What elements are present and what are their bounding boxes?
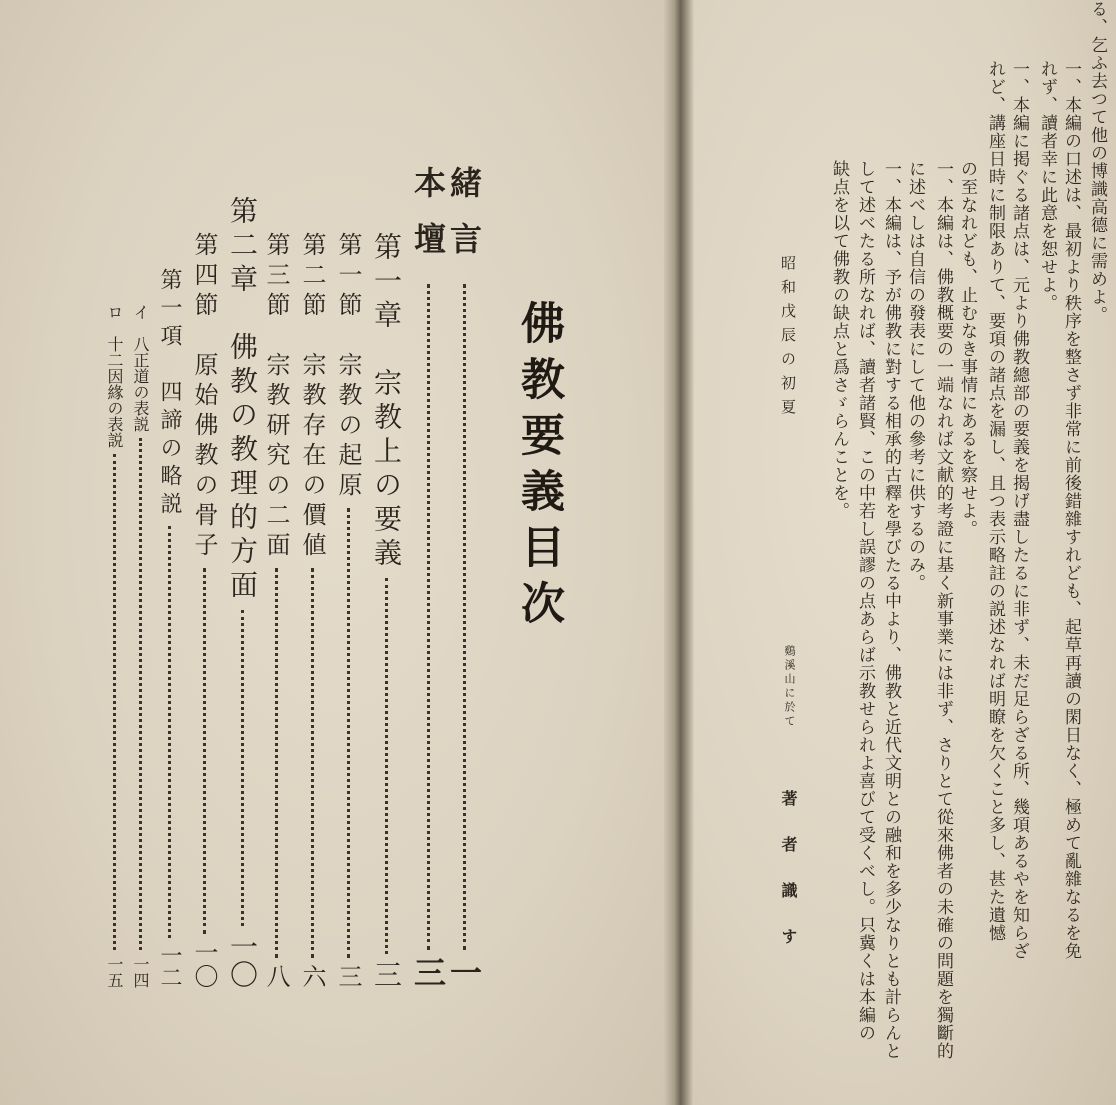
preface-line: 一、本編に掲ぐる諸点は、元より佛教總部の要義を揭げ盡したるに非ず、未だ足らざる所、幾項あるやを知らざ: [1009, 60, 1029, 960]
leader-dots: [113, 454, 116, 950]
toc-row-chapter-2: [226, 196, 259, 988]
toc-label: ロ 十二因緣の表説: [105, 304, 124, 448]
toc-row-main: [409, 166, 447, 988]
leader-dots: [241, 610, 244, 926]
leader-dots: [427, 284, 430, 950]
toc-page: 八: [262, 964, 290, 988]
toc-page: 一五: [105, 956, 124, 988]
leader-dots: [463, 284, 466, 950]
preface-place: 鷄溪山に於て: [783, 645, 796, 729]
preface-date: 昭和戊辰の初夏: [779, 255, 797, 423]
toc-row-section-1: [336, 232, 360, 988]
toc-label: 緒言: [445, 166, 483, 278]
toc-page: 一: [445, 956, 483, 988]
leader-dots: [168, 526, 171, 938]
toc-label: 第一項 四諦の略説: [157, 268, 182, 520]
toc-label: 第一節 宗教の起原: [334, 232, 362, 502]
toc-page: 三: [409, 956, 447, 988]
book-gutter: [664, 0, 694, 1105]
toc-label: 第二節 宗教存在の價値: [298, 232, 326, 562]
toc-row-section-3: [264, 232, 288, 988]
preface-line: 一、本編は、予が佛教に對する相承的古釋を學びたる中より、佛教と近代文明との融和を多少なりとも計らんと: [881, 160, 901, 1060]
toc-row-section-2: [300, 232, 324, 988]
preface-line: る、乞ふ去つて他の博識高德に需めよ。: [1087, 0, 1107, 324]
toc-page: 一四: [131, 956, 150, 988]
toc-row-sub-ro: [106, 304, 122, 988]
toc-label: 第四節 原始佛教の骨子: [190, 232, 218, 562]
toc-row-section-4: [192, 232, 216, 988]
preface-line: 缺点を以て佛教の缺点と爲さゞらんことを。: [829, 160, 849, 520]
toc-row-sub-i: [132, 304, 148, 988]
preface-line: に述べしは自信の發表にして他の參考に供するのみ。: [905, 160, 925, 592]
preface-line: れど、講座日時に制限ありて、要項の諸点を漏し、且つ表示略註の説述なれば明瞭を欠くこと多し、甚た遺憾: [985, 60, 1005, 942]
preface-line: の至なれども、止むなき事情にあるを察せよ。: [957, 160, 977, 538]
leader-dots: [347, 508, 350, 958]
toc-page: 一〇: [190, 940, 218, 988]
preface-line: れず、讀者幸に此意を恕せよ。: [1037, 60, 1057, 312]
leader-dots: [139, 438, 142, 950]
toc-label: 第一章 宗教上の要義: [370, 232, 403, 572]
toc-page: 三: [334, 964, 362, 988]
leader-dots: [311, 568, 314, 958]
toc-label: イ 八正道の表説: [131, 304, 150, 432]
toc-row-intro: [445, 166, 483, 988]
toc-page: 一二: [157, 944, 182, 988]
toc-label: 第三節 宗教研究の二面: [262, 232, 290, 562]
toc-label: 本壇: [409, 166, 447, 278]
preface-line: 一、本編は、佛教概要の一端なれば文献的考證に基く新事業には非ず、さりとて從來佛者の未確の問題を獨斷的: [933, 160, 953, 1060]
leader-dots: [203, 568, 206, 934]
toc-row-chapter-1: [370, 232, 403, 988]
toc-page: 六: [298, 964, 326, 988]
toc-row-item-1: [158, 268, 180, 988]
leader-dots: [385, 578, 388, 954]
preface-line: して述べたる所なれば、讀者諸賢、この中若し誤謬の点あらば示教せられよ喜びて受くべし。只冀くは本編の: [855, 160, 875, 1042]
toc-label: 第二章 佛教の教理的方面: [226, 196, 259, 604]
toc-title: 佛教要義目次: [513, 300, 564, 636]
leader-dots: [275, 568, 278, 958]
toc-page: 三: [370, 960, 403, 988]
toc-page: 一〇: [226, 932, 259, 988]
preface-author: 著者識す: [779, 790, 798, 974]
preface-line: 一、本編の口述は、最初より秩序を整さず非常に前後錯雜すれども、起草再讀の閑日なく、極めて亂雜なるを免: [1061, 60, 1081, 960]
